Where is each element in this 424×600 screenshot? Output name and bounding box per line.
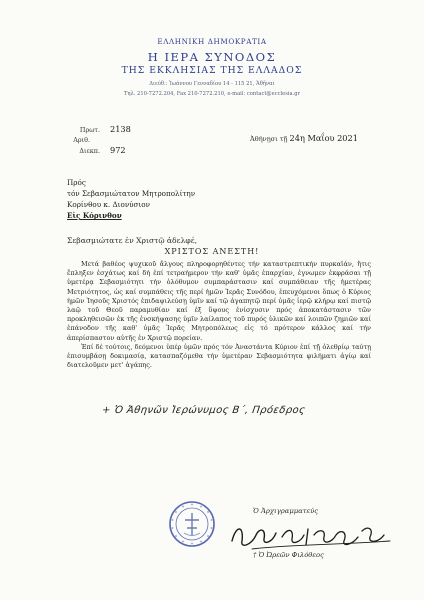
- date-line: [250, 133, 358, 143]
- signature-role: Ὁ Ἀρχιγραμματεύς: [253, 507, 319, 515]
- handwritten-signature-icon: [222, 515, 402, 555]
- easter-greeting: ΧΡΙΣΤΟΣ ΑΝΕΣΤΗ!: [164, 247, 260, 256]
- recipient-line2: Κορίνθου κ. Διονύσιον: [67, 200, 150, 209]
- protocol-number: 2138: [110, 124, 131, 134]
- protocol-label: Πρωτ.: [79, 126, 100, 134]
- ar-row: [52, 136, 100, 144]
- diekp-number: 972: [110, 145, 126, 155]
- ar-label: Αριθ.: [73, 136, 90, 144]
- letterhead-republic: ΕΛΛΗΝΙΚΗ ΔΗΜΟΚΡΑΤΙΑ: [157, 37, 267, 46]
- letterhead-synod: Η ΙΕΡΑ ΣΥΝΟΔΟΣ: [147, 50, 277, 64]
- handwritten-note: + Ὁ Ἀθηνῶν Ἱερώνυμος Β΄, Πρόεδρος: [101, 405, 307, 416]
- paragraph-1: Μετά βαθέος ψυχικοῦ ἄλγους πληροφορηθέντες τήν καταστρεπτικήν πυρκαϊάν, ἥτις ἔπληξεν ἐσχάτως καί δή ἐπί τετραήμερον τήν καθ' ὑμᾶς ἐπαρχίαν, ἐγνωμεν ἐκφράσαι τῇ ὑμετέρᾳ Σεβασμιότητι τήν ὁλόθυμον συμπαράστασιν καί συμπάθειαν τῆς ἡμετέρας Μετριότητος, ὡς καί συμπάθεις τῆς περί ἡμῶν Ἱερᾶς Συνόδου, ἐπευχόμενοι ὅπως ὁ Κύριος ἡμῶν Ἰησοῦς Χριστός ἐπιδαψιλεύσῃ ὑμῖν καί τῷ ἀγαπητῷ περί ὑμᾶς ἱερῷ κλήρῳ καί πιστῷ λαῷ τοῦ Θεοῦ παραμυθίαν καί ἐξ ὕψους ἐνίσχυσιν πρός ἀποκατάστασιν τῶν προκληθεισῶν ἐκ τῆς ἐνσκήψασης ὑμῖν λαίλαπος τοῦ πυρός ὑλικῶν καί λοιπῶν ζημιῶν καί ἐπάνοδον τῆς καθ' ὑμᾶς Ἱερᾶς Μητροπόλεως εἰς τό πρότερον κάλλος καί τήν ἀπερίσπαστον αὐτῆς ἐν Χριστῷ πορείαν.: [67, 260, 371, 342]
- recipient-line1: τόν Σεβασμιώτατον Μητροπολίτην: [67, 189, 196, 198]
- letter-body: [67, 260, 371, 370]
- date-value: 24η Μαΐου 2021: [289, 133, 358, 143]
- recipient-city: Εἰς Κόρινθον: [67, 211, 122, 220]
- recipient-pros: Πρός: [67, 178, 86, 187]
- letterhead-church: ΤΗΣ ΕΚΚΛΗΣΙΑΣ ΤΗΣ ΕΛΛΑΔΟΣ: [121, 65, 303, 76]
- letterhead-address: Διεύθ.: Ἰωάννου Γενναδίου 14 - 115 21, Ἀθῆναι: [149, 81, 275, 87]
- paragraph-2: Ἐπί δέ τούτοις, δεόμενοι ὑπέρ ὑμῶν πρός τόν Ἀναστάντα Κύριον ἐπί τῇ ὀλεθρίῳ ταύτῃ ἐπισυμβάσῃ δοκιμασίᾳ, κατασπαζόμεθα τήν ὑμετέραν Σεβασμιότητα φιλήματι ἁγίῳ καί διατελοῦμεν μετ' ἀγάπης.: [67, 342, 371, 370]
- diekp-row: [52, 145, 126, 155]
- salutation: Σεβασμιώτατε ἐν Χριστῷ ἀδελφέ,: [67, 236, 198, 245]
- protocol-row: [52, 124, 131, 134]
- letterhead-contact: Τηλ. 210-7272.204, Fax 210-7272.210, e-mail: contact@ecclesia.gr: [123, 91, 301, 97]
- date-prefix: Ἀθήνῃσι τῇ: [250, 135, 288, 143]
- signature-name: † Ὁ Ὠρεῶν Φιλόθεος: [253, 551, 324, 559]
- synod-seal-icon: [168, 500, 216, 548]
- diekp-label: Διεκπ.: [79, 147, 100, 155]
